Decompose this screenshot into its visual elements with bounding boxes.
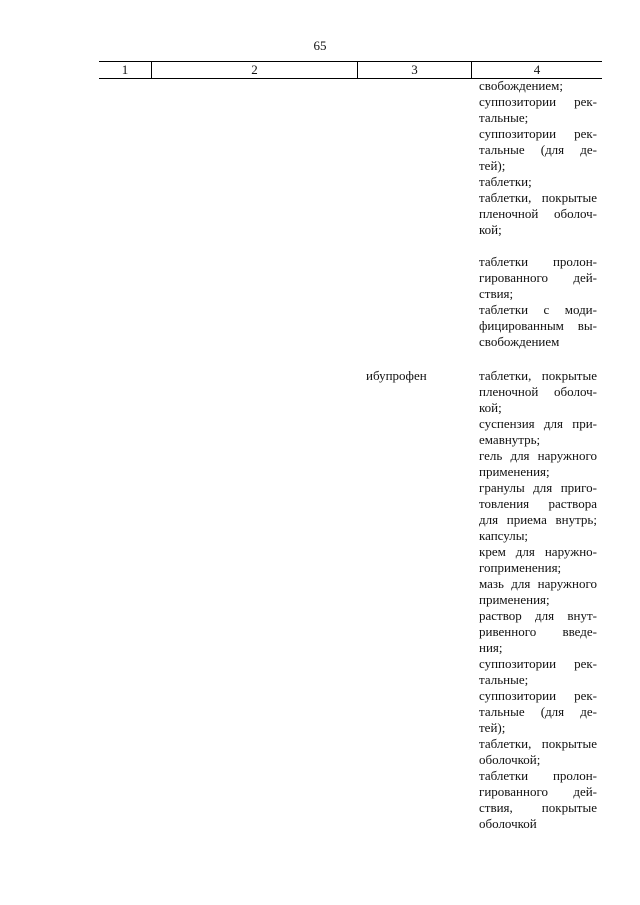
- dosage-forms-column: [479, 78, 597, 832]
- dosage-form-line: [479, 752, 597, 768]
- dosage-form-word: тальные;: [479, 110, 529, 125]
- dosage-form-line: [479, 190, 597, 206]
- dosage-form-word: гированного: [479, 270, 548, 285]
- dosage-form-word: тей);: [479, 158, 506, 173]
- dosage-form-word: при-: [572, 416, 597, 431]
- dosage-form-word: рек-: [574, 94, 597, 109]
- dosage-form-line: [479, 384, 597, 400]
- dosage-form-word: ствия;: [479, 286, 514, 301]
- dosage-form-line: [479, 400, 597, 416]
- dosage-form-word: таблетки,: [479, 736, 532, 751]
- dosage-form-word: покрытые: [541, 800, 597, 815]
- dosage-form-line: [479, 368, 597, 384]
- dosage-form-line: [479, 672, 597, 688]
- dosage-form-line: [479, 768, 597, 784]
- page-number: 65: [313, 38, 327, 53]
- dosage-form-word: наружного: [537, 576, 597, 591]
- dosage-form-line: [479, 576, 597, 592]
- dosage-form-word: рек-: [574, 688, 597, 703]
- dosage-form-line: [479, 688, 597, 704]
- dosage-form-line: [479, 544, 597, 560]
- dosage-form-word: суппозитории: [479, 688, 557, 703]
- dosage-form-line: [479, 512, 597, 528]
- dosage-form-line: [479, 784, 597, 800]
- dosage-form-line: [479, 222, 597, 238]
- dosage-form-line: [479, 480, 597, 496]
- dosage-form-word: тальные: [479, 142, 525, 157]
- dosage-form-line: [479, 736, 597, 752]
- dosage-form-word: оболочкой;: [479, 752, 541, 767]
- dosage-form-word: де-: [580, 704, 597, 719]
- dosage-form-word: оболоч-: [554, 384, 597, 399]
- dosage-form-word: таблетки: [479, 768, 529, 783]
- dosage-form-line: [479, 110, 597, 126]
- dosage-form-word: применения;: [479, 592, 550, 607]
- dosage-form-word: ствия,: [479, 800, 513, 815]
- dosage-form-word: рек-: [574, 656, 597, 671]
- dosage-form-word: приго-: [560, 480, 597, 495]
- dosage-form-word: применения;: [490, 560, 562, 575]
- dosage-form-word: тальные: [479, 704, 525, 719]
- dosage-form-word: суппозитории: [479, 126, 557, 141]
- table-header-row: [99, 61, 602, 79]
- header-col-2: 2: [152, 62, 358, 78]
- dosage-form-line: [479, 174, 597, 190]
- dosage-form-word: свобождением;: [479, 78, 563, 93]
- dosage-form-word: тальные;: [479, 672, 529, 687]
- dosage-form-word: внутрь;: [555, 512, 597, 527]
- dosage-form-word: оболоч-: [554, 206, 597, 221]
- dosage-form-word: для: [535, 608, 555, 623]
- dosage-form-line: [479, 592, 597, 608]
- dosage-form-word: таблетки;: [479, 174, 532, 189]
- dosage-form-word: наружного: [537, 448, 597, 463]
- dosage-form-line: [479, 126, 597, 142]
- dosage-form-word: пленочной: [479, 206, 539, 221]
- dosage-form-word: тей);: [479, 720, 506, 735]
- dosage-form-line: [479, 704, 597, 720]
- dosage-form-word: приема: [506, 512, 547, 527]
- dosage-form-word: покрытые: [541, 190, 597, 205]
- dosage-form-line: [479, 496, 597, 512]
- dosage-form-word: гированного: [479, 784, 548, 799]
- dosage-form-word: для: [533, 480, 553, 495]
- dosage-form-word: суппозитории: [479, 656, 557, 671]
- dosage-form-line: [479, 656, 597, 672]
- dosage-form-line: [479, 94, 597, 110]
- dosage-form-word: суспензия: [479, 416, 535, 431]
- blank-line: [479, 238, 597, 254]
- dosage-form-word: для: [479, 512, 499, 527]
- dosage-form-line: [479, 448, 597, 464]
- dosage-form-word: (для: [540, 142, 565, 157]
- header-col-4: 4: [533, 62, 541, 77]
- dosage-form-word: пролон-: [552, 768, 597, 783]
- dosage-form-word: для: [543, 416, 563, 431]
- dosage-form-word: вы-: [577, 318, 597, 333]
- dosage-form-word: суппозитории: [479, 94, 557, 109]
- dosage-form-word: крем: [479, 544, 506, 559]
- dosage-form-word: мазь: [479, 576, 504, 591]
- dosage-form-word: ема: [479, 432, 499, 447]
- dosage-form-line: [479, 78, 597, 94]
- dosage-form-word: пролон-: [552, 254, 597, 269]
- dosage-form-word: гранулы: [479, 480, 525, 495]
- dosage-form-word: таблетки: [479, 254, 529, 269]
- block-spacer: [479, 350, 597, 368]
- dosage-form-line: [479, 560, 597, 576]
- dosage-form-word: с: [543, 302, 550, 317]
- dosage-form-line: [479, 640, 597, 656]
- dosage-form-word: кой;: [479, 222, 502, 237]
- dosage-form-line: [479, 624, 597, 640]
- dosage-form-line: [479, 158, 597, 174]
- dosage-form-line: [479, 800, 597, 816]
- dosage-form-word: покрытые: [541, 736, 597, 751]
- header-col-1: 1: [99, 62, 152, 78]
- dosage-form-line: [479, 142, 597, 158]
- dosage-form-word: (для: [540, 704, 565, 719]
- dosage-form-line: [479, 334, 597, 350]
- dosage-form-line: [479, 206, 597, 222]
- dosage-form-word: таблетки: [479, 302, 529, 317]
- header-col-3: 3: [358, 62, 472, 78]
- dosage-form-word: дей-: [573, 784, 597, 799]
- dosage-form-word: для: [511, 576, 531, 591]
- drug-name-ibuprofen: ибупрофен: [366, 368, 427, 383]
- dosage-form-word: раствора: [548, 496, 597, 511]
- dosage-form-word: рек-: [574, 126, 597, 141]
- dosage-form-word: внутрь;: [498, 432, 541, 447]
- dosage-form-word: таблетки,: [479, 190, 532, 205]
- dosage-form-word: покрытые: [541, 368, 597, 383]
- dosage-form-line: [479, 302, 597, 318]
- dosage-form-word: для: [510, 448, 530, 463]
- dosage-form-word: гель: [479, 448, 503, 463]
- dosage-form-word: фицированным: [479, 318, 564, 333]
- dosage-form-line: [479, 416, 597, 432]
- dosage-form-line: [479, 270, 597, 286]
- dosage-form-line: [479, 816, 597, 832]
- dosage-form-line: [479, 432, 597, 448]
- dosage-form-line: [479, 254, 597, 270]
- dosage-form-word: моди-: [564, 302, 597, 317]
- dosage-form-line: [479, 720, 597, 736]
- dosage-form-word: дей-: [573, 270, 597, 285]
- dosage-form-word: внут-: [567, 608, 597, 623]
- dosage-form-word: применения;: [479, 464, 550, 479]
- dosage-form-word: де-: [580, 142, 597, 157]
- dosage-form-word: раствор: [479, 608, 522, 623]
- dosage-form-word: свобождением: [479, 334, 560, 349]
- dosage-form-line: [479, 286, 597, 302]
- dosage-form-word: наружно-: [544, 544, 597, 559]
- dosage-form-word: оболочкой: [479, 816, 537, 831]
- dosage-form-word: товления: [479, 496, 530, 511]
- dosage-form-word: кой;: [479, 400, 502, 415]
- dosage-form-word: го: [479, 560, 491, 575]
- dosage-form-line: [479, 608, 597, 624]
- dosage-form-word: пленочной: [479, 384, 539, 399]
- dosage-form-word: для: [515, 544, 535, 559]
- dosage-form-word: введе-: [562, 624, 597, 639]
- dosage-form-word: капсулы;: [479, 528, 529, 543]
- dosage-form-line: [479, 318, 597, 334]
- dosage-form-line: [479, 464, 597, 480]
- dosage-form-word: таблетки,: [479, 368, 532, 383]
- dosage-form-line: [479, 528, 597, 544]
- dosage-form-word: ривенного: [479, 624, 537, 639]
- dosage-form-word: ния;: [479, 640, 503, 655]
